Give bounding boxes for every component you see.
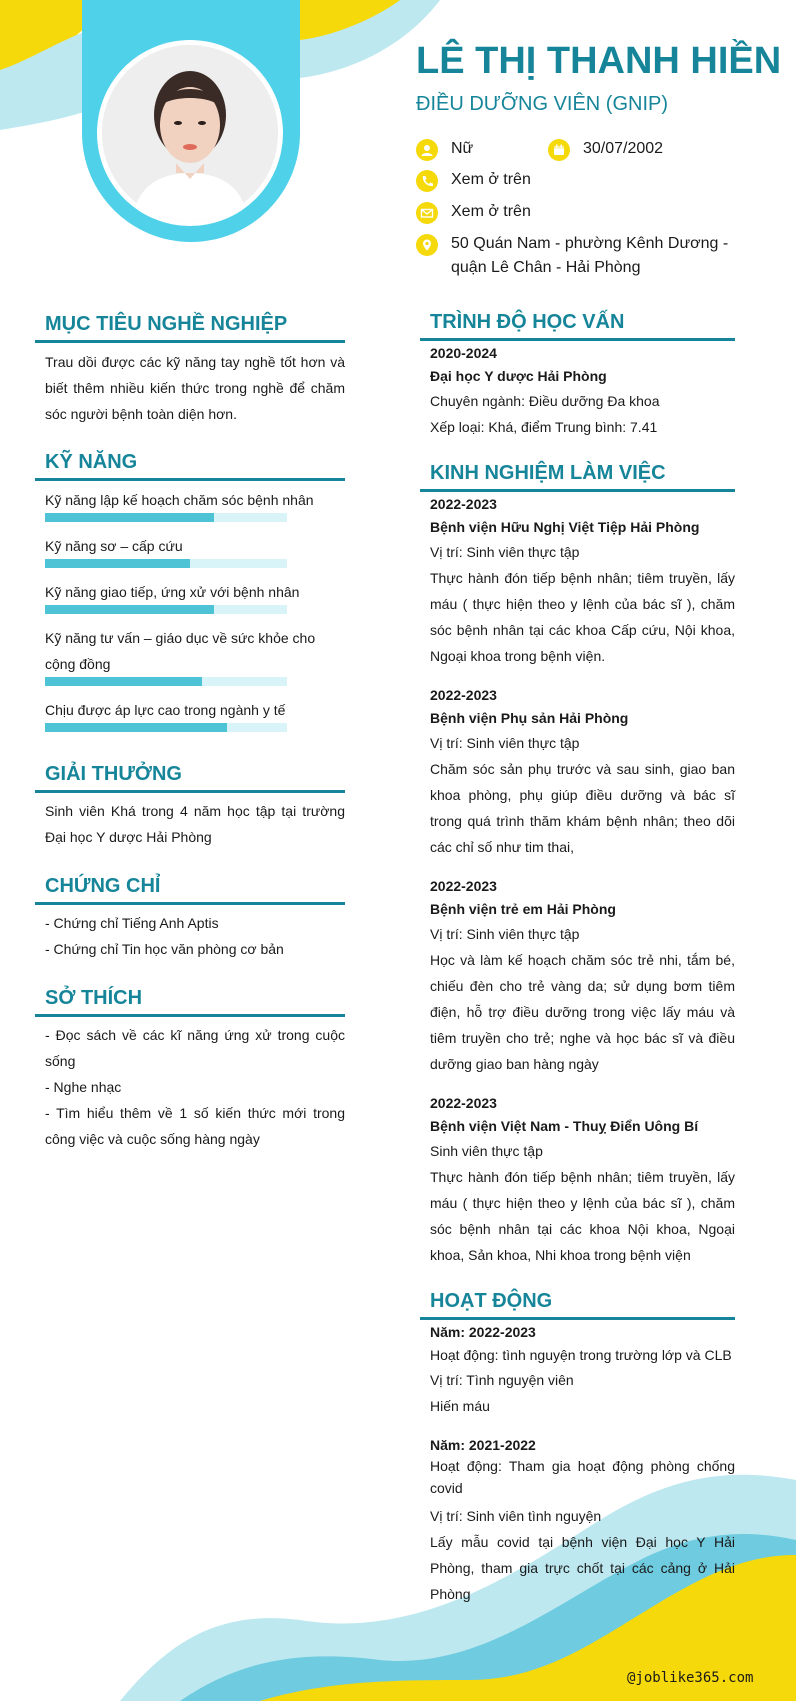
birth-date-row [548,137,663,161]
activities-title: HOẠT ĐỘNG [430,1290,553,1312]
skills-divider [35,478,345,481]
job-title: ĐIỀU DƯỠNG VIÊN (GNIP) [416,93,669,115]
watermark: @joblike365.com [627,1670,754,1686]
profile-photo [97,40,283,226]
email-row [416,200,531,224]
mail-icon [416,202,438,224]
education-grade: Xếp loại: Khá, điểm Trung bình: 7.41 [430,419,658,435]
location-icon [416,234,438,256]
skill-bar-fill [45,723,227,732]
awards-title: GIẢI THƯỞNG [45,763,182,785]
gender-value: Nữ [451,140,474,157]
email-value: Xem ở trên [451,203,531,220]
skill-bar [45,513,287,522]
skill-label: Chịu được áp lực cao trong ngành y tế [45,702,286,718]
activity-year: Năm: 2021-2022 [430,1437,536,1453]
experience-role: Vị trí: Sinh viên thực tập [430,926,580,942]
education-major: Chuyên ngành: Điều dưỡng Đa khoa [430,393,660,409]
experience-desc: Thực hành đón tiếp bệnh nhân; tiêm truyền, lấy máu ( thực hiện theo y lệnh của bác sĩ ), chăm sóc bệnh nhân tại các khoa Cấp cứu, Nội khoa, Ngoại khoa trong bệnh viện. [430,570,735,664]
address-value: 50 Quán Nam - phường Kênh Dương - quận Lê Chân - Hải Phòng [451,235,729,276]
activity-desc: Lấy mẫu covid tại bệnh viện Đại học Y Hải Phòng, tham gia trực chốt tại các cảng ở Hải Phòng [430,1534,735,1602]
experience-title: KINH NGHIỆM LÀM VIỆC [430,462,666,484]
experience-period: 2022-2023 [430,878,497,894]
activity-name: Hoạt động: tình nguyện trong trường lớp và CLB [430,1347,732,1363]
skill-bar-fill [45,677,202,686]
avatar-icon [102,45,278,221]
activity-name: Hoạt động: Tham gia hoạt động phòng chống covid [430,1458,735,1496]
phone-icon [416,170,438,192]
certificate-item: - Chứng chỉ Tiếng Anh Aptis [45,915,219,931]
skill-bar [45,559,287,568]
certificates-divider [35,902,345,905]
experience-org: Bệnh viện Hữu Nghị Việt Tiệp Hải Phòng [430,519,700,535]
skill-label: Kỹ năng lập kế hoạch chăm sóc bệnh nhân [45,492,314,508]
experience-period: 2022-2023 [430,1095,497,1111]
experience-org: Bệnh viện Phụ sản Hải Phòng [430,710,629,726]
birth-date-value: 30/07/2002 [583,140,664,157]
hobby-item: - Nghe nhạc [45,1079,122,1095]
activity-role: Vị trí: Sinh viên tình nguyện [430,1508,602,1524]
hobbies-title: SỞ THÍCH [45,987,143,1009]
skill-bar [45,723,287,732]
phone-row [416,168,531,192]
skill-label: Kỹ năng giao tiếp, ứng xử với bệnh nhân [45,584,300,600]
awards-divider [35,790,345,793]
experience-desc: Thực hành đón tiếp bệnh nhân; tiêm truyền, lấy máu ( thực hiện theo y lệnh của bác sĩ ), chăm sóc bệnh nhân tại các khoa Nội khoa, Ngoại khoa, Sản khoa, Nhi khoa trong bệnh viện [430,1169,735,1263]
objective-text: Trau dồi được các kỹ năng tay nghề tốt hơn và biết thêm nhiều kiến thức trong nghề để chăm sóc người bệnh toàn diện hơn. [45,354,345,422]
experience-role: Vị trí: Sinh viên thực tập [430,544,580,560]
experience-desc: Chăm sóc sản phụ trước và sau sinh, giao ban khoa phòng, phụ giúp điều dưỡng và bác sĩ trong quá trình thăm khám bệnh nhân; theo dõi các chỉ số như tim thai, [430,761,735,855]
objective-divider [35,340,345,343]
experience-period: 2022-2023 [430,496,497,512]
experience-org: Bệnh viện Việt Nam - Thuỵ Điển Uông Bí [430,1118,699,1134]
experience-org: Bệnh viện trẻ em Hải Phòng [430,901,616,917]
certificate-item: - Chứng chỉ Tin học văn phòng cơ bản [45,941,284,957]
skill-bar [45,605,287,614]
skill-bar [45,677,287,686]
address-row [416,232,756,280]
skill-label: Kỹ năng tư vấn – giáo dục về sức khỏe cho cộng đồng [45,630,316,672]
hobby-item: - Đọc sách về các kĩ năng ứng xử trong cuộc sống [45,1027,345,1069]
experience-desc: Học và làm kế hoạch chăm sóc trẻ nhi, tắm bé, chiếu đèn cho trẻ vàng da; sử dụng bơm tiêm điện, hỗ trợ điều dưỡng trong việc lấy máu và tiêm truyền cho trẻ; nghe và học bác sĩ và điều dưỡng giao ban hàng ngày [430,952,735,1072]
user-icon [416,139,438,161]
certificates-title: CHỨNG CHỈ [45,875,161,897]
experience-role: Vị trí: Sinh viên thực tập [430,735,580,751]
experience-role: Sinh viên thực tập [430,1143,543,1159]
activity-desc: Hiến máu [430,1398,490,1414]
objective-title: MỤC TIÊU NGHỀ NGHIỆP [45,313,288,335]
education-title: TRÌNH ĐỘ HỌC VẤN [430,311,625,333]
skills-title: KỸ NĂNG [45,451,138,473]
phone-value: Xem ở trên [451,171,531,188]
skill-bar-fill [45,513,214,522]
activity-year: Năm: 2022-2023 [430,1324,536,1340]
hobby-item: - Tìm hiểu thêm về 1 số kiến thức mới trong công việc và cuộc sống hàng ngày [45,1105,345,1147]
skill-bar-fill [45,605,214,614]
skill-label: Kỹ năng sơ – cấp cứu [45,538,183,554]
gender-row [416,137,473,161]
candidate-name: LÊ THỊ THANH HIỀN [416,40,782,82]
education-period: 2020-2024 [430,345,497,361]
activity-role: Vị trí: Tình nguyện viên [430,1372,574,1388]
hobbies-divider [35,1014,345,1017]
awards-text: Sinh viên Khá trong 4 năm học tập tại trường Đại học Y dược Hải Phòng [45,803,345,845]
experience-period: 2022-2023 [430,687,497,703]
skill-bar-fill [45,559,190,568]
calendar-icon [548,139,570,161]
education-school: Đại học Y dược Hải Phòng [430,368,607,384]
